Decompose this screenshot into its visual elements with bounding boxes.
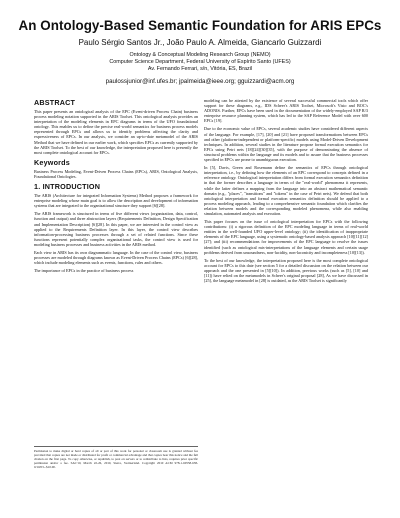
left-column bbox=[34, 98, 198, 276]
copyright-footnote-box bbox=[34, 446, 198, 470]
author-emails: paulossjunior@inf.ufes.br; jpalmeida@ieee.org; gguizzardi@acm.org bbox=[105, 78, 295, 85]
intro-paragraph-1: The ARIS (Architecture for integrated Information Systems) Method proposes a framework for enterprise modeling whose main goal is to allow the description and development of information systems that are integrated to the organizational structure they support [6][28]. bbox=[34, 193, 198, 209]
introduction-heading: 1. INTRODUCTION bbox=[34, 182, 101, 192]
intro-paragraph-3: Each view in ARIS has its own diagrammatic language. In the case of the control view, business processes are modeled through diagrams known as Event-Driven Process Chains (EPCs) [6][28], which include modeling elements such as events, functions, rules and others. bbox=[34, 249, 198, 266]
right-column bbox=[204, 98, 368, 286]
abstract-text: This paper presents an ontological analysis of the EPC (Event-driven Process Chain) business process modeling notation supported in the ARIS Toolset. This ontological analysis provides an interpretation of the modeling elements in EPC diagrams in terms of the UFO foundational ontology. This enables us to define the precise real-world semantics for business process models represented through EPCs and allows us to identify problems affecting the clarity and expressiveness of EPCs. In our analysis, we consider an up-to-date metamodel of the ARIS Method that we have defined in our earlier work, which specifies EPCs as currently supported by the ARIS Toolset. To the best of our knowledge, the interpretation proposed here is presently the most complete ontological account for EPCs. bbox=[34, 109, 198, 155]
intro-paragraph-4: The importance of EPCs in the practice of business process bbox=[34, 268, 134, 274]
right-paragraph-2: Due to the economic value of EPCs, several academic studies have considered different aspects of the language. For example, [17], [20] and [21] have proposed transformations between EPCs and other (platform-independent or platform-specific) models using Model-Driven Development techniques. In addition, several studies in the literature propose formal execution semantics for EPCs using Petri nets [18][24][30][35], with the purpose of demonstrating the absence of structural problems within the language and its models and to assure that the business processes specified in EPCs are prone to unambiguous execution. bbox=[204, 126, 368, 163]
right-paragraph-4: This paper focuses on the issue of ontological interpretation for EPCs with the following contributions: (i) a rigorous definition of the EPC modeling language in terms of real-world entities in the well-founded UFO upper-level ontology; (ii) the identification of inappropriate elements of the EPC language, using a systematic ontology-based analysis approach [10][11][12][27]; and (iii) recommendations for improvements of the EPC language to resolve the issues identified (such as ontological mis-interpretations of the language elements and certain usage problems derived from unsoundness, non-lucidity, non-laconicity and incompleteness [10][13]). bbox=[204, 219, 368, 255]
right-paragraph-1: modeling can be attested by the existence of several successful commercial tools which offer support for these diagrams, e.g., IDS Scheer's ARIS Toolset, Microsoft's Visio and BOC's ADONIS. Further, EPCs have been used in the documentation of the widely-employed SAP R/3 enterprise resource planning system, which has led to the SAP Reference Model with over 600 EPCs [19]. bbox=[204, 98, 368, 124]
affiliation-line-1: Ontology & Conceptual Modeling Research Group (NEMO) bbox=[129, 52, 271, 58]
paper-authors: Paulo Sérgio Santos Jr., João Paulo A. Almeida, Giancarlo Guizzardi bbox=[78, 38, 322, 47]
copyright-footnote: Permission to make digital or hard copies of all or part of this work for personal or classroom use is granted without fee provided that copies are not made or distributed for profit or commercial advantage and that copies bear this notice and the full citation on the first page. To copy otherwise, or republish, to post on servers or to redistribute to lists, requires prior specific permission and/or a fee. SAC'10, March 22-26, 2010, Sierre, Switzerland. Copyright 2010 ACM 978-1-60558-638-0/10/03...$10.00. bbox=[34, 449, 198, 469]
keywords-text: Business Process Modeling, Event-Driven Process Chains (EPCs), ARIS, Ontological Analysis, Foundational Ontologies. bbox=[34, 168, 198, 179]
paper-title: An Ontology-Based Semantic Foundation for ARIS EPCs bbox=[18, 18, 382, 33]
right-paragraph-3: In [5], Davis, Green and Rosemann define the semantics of EPCs through ontological interpretation, i.e., by defining how the elements of an EPC correspond to concepts defined in a reference ontology. Ontological interpretation differs from formal execution semantics definition in that the former describes a language in terms of the "real-world" phenomena it represents, while the latter defines a mapping from the language into an abstract mathematical semantic domain (e.g., "places", "transitions" and "tokens" in the case of Petri nets). We defend that both ontological interpretation and formal execution semantics definition should be applied to a process modeling approach, leading to a comprehensive semantic foundation which clarifies the relation between models and the corresponding modeled phenomena, while also enabling simulation, automated analysis and execution. bbox=[204, 165, 368, 216]
intro-paragraph-2: The ARIS framework is structured in terms of five different views (organization, data, control, function and output) and three abstraction layers (Requirements Definition, Design Specification and Implementation Description) [6][28]. In this paper, we are interested in the control view as applied to the Requirements Definition layer. In this layer, the control view describes information-processing business processes through a set of related functions. Since these functions represent potentially complex organizational tasks, the control view is used for modeling business processes and business activities in the ARIS method. bbox=[34, 211, 198, 247]
affiliation-line-2: Computer Science Department, Federal University of Espírito Santo (UFES) bbox=[109, 59, 291, 65]
keywords-heading: Keywords bbox=[34, 157, 70, 167]
right-paragraph-5: To the best of our knowledge, the interpretation proposed here is the most complete ontological account for EPCs to this date (see section 5 for a detailed discussion on the relation between our approach and the one presented in [5][10]). In addition, previous works (such as [5], [10] and [11]) have relied on the metamodels in Scheer's original proposal [28], As we have discussed in [25], the language metamodel in [28] is outdated, as the ARIS Toolset is significantly bbox=[204, 257, 368, 284]
affiliation-line-3: Av. Fernando Ferrari, s/n, Vitória, ES, Brazil bbox=[147, 66, 253, 72]
abstract-heading: ABSTRACT bbox=[34, 98, 76, 107]
